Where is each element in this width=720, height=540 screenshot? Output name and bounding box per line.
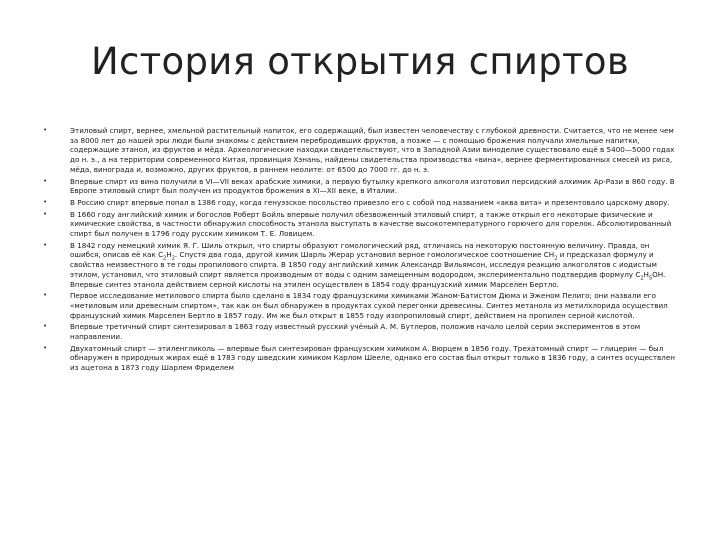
bullet-text: В 1842 году немецкий химик Я. Г. Шиль открыл, что спирты образуют гомологический ряд, отличаясь на некоторую постоянную величину. Правда, он ошибся, описав её как C (70, 240, 650, 260)
subscript-text: 2 (640, 275, 644, 282)
bullet-text: Двухатомный спирт — этиленгликоль — впервые был синтезирован французским химиком А. Вюрцем в 1856 году. Трехатомный спирт — глицерин — был обнаружен в природных жирах ещё в 1783 году шведским химиком Карлом Шееле, однако его состав был открыт только в 1836 году, а синтез осуществлен из ацетона в 1873 году Шарлем Фриделем (70, 343, 675, 373)
bullet-text: В Россию спирт впервые попал в 1386 году, когда генуэзское посольство привезло его с собой под названием «аква вита» и презентовало царскому двору. (70, 197, 670, 207)
bullet-marker: • (43, 197, 48, 206)
bullet-marker: • (43, 176, 48, 185)
bullet-item (40, 198, 680, 208)
bullet-text: Впервые третичный спирт синтезировал в 1863 году известный русский учёный А. М. Бутлеров, положив начало целой серии экспериментов в этом направлении. (70, 322, 641, 342)
bullet-text: OH. Впервые синтез этанола действием серной кислоты на этилен осуществлен в 1854 году французский химик Марселен Бертло. (70, 269, 666, 289)
bullet-text: Этиловый спирт, вернее, хмельной растительный напиток, его содержащий, был известен человечеству с глубокой древности. Считается, что не менее чем за 8000 лет до нашей эры люди были знакомы с действием перебродивших фруктов, а позже — с помощью брожения получали хмельные напитки, содержащие этанол, из фруктов и мёда. Археологические находки свидетельствуют, что в Западной Азии виноделие существовало ещё в 5400—5000 годах до н. э., а на территории современного Китая, провинция Хэнань, найдены свидетельства производства «вина», вернее ферментированных смесей из риса, мёда, винограда и, возможно, других фруктов, в раннем неолите: от 6500 до 7000 гг. до н. э. (70, 126, 675, 174)
bullet-marker: • (43, 240, 48, 249)
bullet-text: Первое исследование метилового спирта было сделано в 1834 году французскими химиками Жаном-Батистом Дюма и Эженом Пелиго; они назвали его «метиловым или древесным спиртом», так как он был обнаружен в продуктах сухой перегонки древесины. Синтез метанола из метилхлорида осуществил французский химик Марселен Бертло в 1857 году. Им же был открыт в 1855 году изопропиловый спирт, действием на пропилен серной кислотой. (70, 291, 668, 320)
bullet-item (40, 126, 680, 175)
bullet-list (40, 126, 680, 375)
bullet-item (40, 344, 680, 373)
subscript-text: 2 (171, 255, 175, 262)
bullet-marker: • (43, 291, 48, 300)
bullet-item (40, 210, 680, 239)
bullet-marker: • (43, 343, 48, 352)
bullet-marker: • (43, 126, 48, 134)
bullet-text: Впервые спирт из вина получили в VI—VII веках арабские химики, а первую бутылку крепкого алкоголя изготовил персидский алхимик Ар-Рази в 860 году. В Европе этиловый спирт был получен из продуктов брожения в XI—XII веке, в Италии. (70, 176, 675, 196)
bullet-text: . Спустя два года, другой химик Шарль Жерар установил верное гомологическое соотношение CH (174, 250, 555, 260)
bullet-item (40, 322, 680, 341)
bullet-text: В 1660 году английский химик и богослов Роберт Бойль впервые получил обезвоженный этиловый спирт, а также открыл его некоторые физические и химические свойства, в частности обнаружил способность этанола выступать в качестве высокотемпературного горючего для горелок. Абсолютированный спирт был получен в 1796 году русским химиком Т. Е. Ловицем. (70, 209, 672, 239)
bullet-item (40, 177, 680, 196)
bullet-text: H (166, 250, 172, 260)
bullet-item (40, 241, 680, 290)
bullet-text: и предсказал формулу и свойства неизвестного в те годы пропилового спирта. В 1850 году английский химик Александр Вильямсон, исследуя реакцию алкоголятов с иодистым этилом, установил, что этиловый спирт является производным от воды с одним замещенным водородом, экспериментально подтвердив формулу C (70, 250, 657, 279)
bullet-text: H (643, 269, 649, 279)
subscript-text: 5 (648, 275, 653, 282)
slide-title: История открытия спиртов (91, 40, 629, 83)
subscript-text: 2 (163, 255, 167, 262)
subscript-text: 2 (554, 255, 558, 262)
bullet-item (40, 291, 680, 320)
bullet-marker: • (43, 209, 48, 218)
bullet-marker: • (43, 322, 48, 331)
